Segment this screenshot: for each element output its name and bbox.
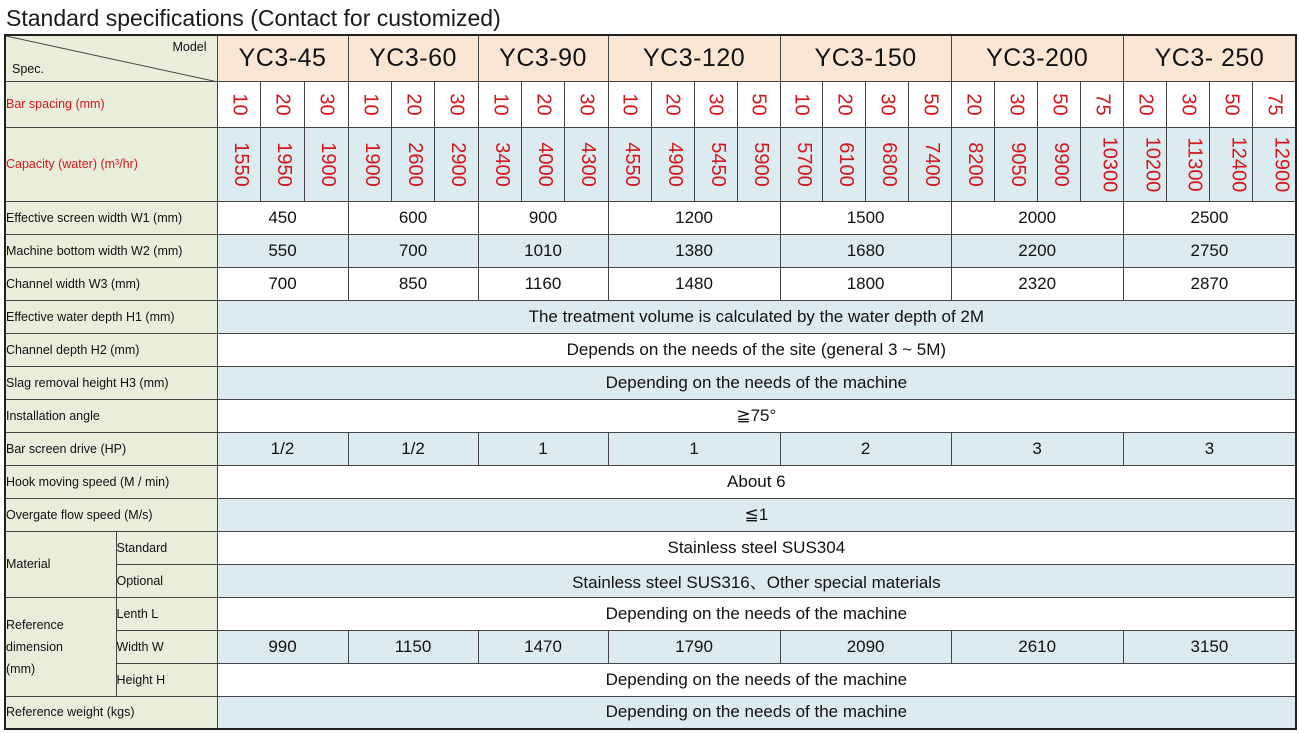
capacity-value: 12900 — [1270, 136, 1293, 192]
row-label: Hook moving speed (M / min) — [5, 465, 217, 498]
bar-spacing-cell — [435, 81, 478, 127]
bar-spacing-value: 30 — [445, 92, 468, 116]
row-label: Reference weight (kgs) — [5, 696, 217, 729]
bar-spacing-value: 75 — [1263, 92, 1286, 116]
capacity-value: 5450 — [706, 141, 729, 187]
material-label: Material — [5, 531, 116, 597]
height-value: Depending on the needs of the machine — [217, 663, 1296, 696]
bar-spacing-cell — [565, 81, 608, 127]
bar-spacing-cell — [1166, 81, 1209, 127]
bar-spacing-value: 10 — [359, 92, 382, 116]
value-cell: Depending on the needs of the machine — [217, 696, 1296, 729]
bar-spacing-cell — [823, 81, 866, 127]
row-label: Channel width W3 (mm) — [5, 267, 217, 300]
bar-spacing-cell — [908, 81, 951, 127]
row-label: Effective water depth H1 (mm) — [5, 300, 217, 333]
bar-spacing-cell — [348, 81, 391, 127]
bar-spacing-cell — [478, 81, 521, 127]
bar-spacing-value: 30 — [705, 92, 728, 116]
bar-spacing-cell — [391, 81, 434, 127]
row-label: Capacity (water) (m³/hr) — [5, 127, 217, 201]
bar-spacing-cell — [521, 81, 564, 127]
capacity-cell — [694, 127, 737, 201]
capacity-cell — [391, 127, 434, 201]
reference-dimension-label — [5, 597, 116, 696]
capacity-value: 10200 — [1140, 136, 1163, 192]
value-cell: ≧75° — [217, 399, 1296, 432]
height-label: Height H — [116, 663, 217, 696]
bar-spacing-value: 50 — [1048, 92, 1071, 116]
capacity-value: 5900 — [749, 141, 772, 187]
model-header: YC3-200 — [951, 35, 1123, 81]
bar-spacing-value: 20 — [833, 92, 856, 116]
header-spec-label: Spec. — [12, 61, 44, 76]
capacity-cell — [908, 127, 951, 201]
capacity-cell — [217, 127, 261, 201]
value-cell: 1500 — [780, 201, 951, 234]
capacity-value: 3400 — [490, 141, 513, 187]
material-standard-value: Stainless steel SUS304 — [217, 531, 1296, 564]
model-header: YC3-150 — [780, 35, 951, 81]
row-label: Bar spacing (mm) — [5, 81, 217, 127]
bar-spacing-value: 20 — [662, 92, 685, 116]
capacity-cell — [951, 127, 994, 201]
bar-spacing-cell — [866, 81, 909, 127]
width-value: 990 — [217, 630, 348, 663]
bar-spacing-value: 20 — [962, 92, 985, 116]
capacity-value: 11300 — [1183, 136, 1206, 192]
capacity-value: 2600 — [403, 141, 426, 187]
model-header: YC3-60 — [348, 35, 478, 81]
row-label: Installation angle — [5, 399, 217, 432]
capacity-value: 6800 — [877, 141, 900, 187]
material-optional-value: Stainless steel SUS316、Other special materials — [217, 564, 1296, 597]
value-cell: 1/2 — [217, 432, 348, 465]
width-value: 1790 — [608, 630, 780, 663]
bar-spacing-cell — [737, 81, 780, 127]
capacity-cell — [866, 127, 909, 201]
value-cell: 2750 — [1123, 234, 1296, 267]
material-optional-label: Optional — [116, 564, 217, 597]
value-cell: 700 — [217, 267, 348, 300]
value-cell: 1800 — [780, 267, 951, 300]
length-label: Lenth L — [116, 597, 217, 630]
capacity-value: 7400 — [920, 141, 943, 187]
capacity-cell — [780, 127, 823, 201]
capacity-value: 1900 — [316, 141, 339, 187]
bar-spacing-value: 30 — [1177, 92, 1200, 116]
header-model-label: Model — [172, 40, 207, 54]
value-cell: 1 — [478, 432, 608, 465]
value-cell: 1/2 — [348, 432, 478, 465]
header-corner-cell — [5, 35, 217, 81]
value-cell: 1010 — [478, 234, 608, 267]
material-standard-label: Standard — [116, 531, 217, 564]
row-label: Channel depth H2 (mm) — [5, 333, 217, 366]
value-cell: 600 — [348, 201, 478, 234]
bar-spacing-cell — [1253, 81, 1296, 127]
bar-spacing-value: 30 — [315, 92, 338, 116]
value-cell: 2200 — [951, 234, 1123, 267]
bar-spacing-value: 20 — [532, 92, 555, 116]
model-header: YC3-45 — [217, 35, 348, 81]
capacity-value: 1950 — [272, 141, 295, 187]
value-cell: 2870 — [1123, 267, 1296, 300]
value-cell: The treatment volume is calculated by the water depth of 2M — [217, 300, 1296, 333]
bar-spacing-cell — [994, 81, 1037, 127]
length-value: Depending on the needs of the machine — [217, 597, 1296, 630]
value-cell: 2320 — [951, 267, 1123, 300]
capacity-value: 5700 — [792, 141, 815, 187]
width-value: 3150 — [1123, 630, 1296, 663]
capacity-value: 1550 — [229, 141, 252, 187]
value-cell: 1160 — [478, 267, 608, 300]
bar-spacing-cell — [261, 81, 305, 127]
capacity-value: 8200 — [963, 141, 986, 187]
capacity-cell — [651, 127, 694, 201]
bar-spacing-value: 30 — [575, 92, 598, 116]
value-cell: 2000 — [951, 201, 1123, 234]
value-cell: 900 — [478, 201, 608, 234]
model-header: YC3- 250 — [1123, 35, 1296, 81]
width-label: Width W — [116, 630, 217, 663]
value-cell: 1680 — [780, 234, 951, 267]
capacity-cell — [608, 127, 651, 201]
bar-spacing-cell — [217, 81, 261, 127]
bar-spacing-cell — [304, 81, 348, 127]
capacity-cell — [1123, 127, 1166, 201]
bar-spacing-value: 50 — [919, 92, 942, 116]
capacity-cell — [1166, 127, 1209, 201]
bar-spacing-value: 10 — [228, 92, 251, 116]
capacity-cell — [1080, 127, 1123, 201]
reference-dimension-label-line: Reference — [6, 617, 64, 632]
spec-table — [4, 34, 1297, 730]
row-label: Slag removal height H3 (mm) — [5, 366, 217, 399]
capacity-value: 4300 — [576, 141, 599, 187]
reference-dimension-label-line: (mm) — [6, 661, 36, 676]
value-cell: 850 — [348, 267, 478, 300]
bar-spacing-value: 20 — [271, 92, 294, 116]
bar-spacing-cell — [951, 81, 994, 127]
row-label: Effective screen width W1 (mm) — [5, 201, 217, 234]
value-cell: 3 — [1123, 432, 1296, 465]
bar-spacing-cell — [1080, 81, 1123, 127]
capacity-cell — [261, 127, 305, 201]
value-cell: ≦1 — [217, 498, 1296, 531]
capacity-value: 9050 — [1006, 141, 1029, 187]
capacity-value: 6100 — [835, 141, 858, 187]
bar-spacing-value: 30 — [876, 92, 899, 116]
value-cell: 700 — [348, 234, 478, 267]
capacity-cell — [737, 127, 780, 201]
value-cell: 3 — [951, 432, 1123, 465]
row-label: Bar screen drive (HP) — [5, 432, 217, 465]
capacity-cell — [304, 127, 348, 201]
value-cell: 2500 — [1123, 201, 1296, 234]
capacity-value: 9900 — [1049, 141, 1072, 187]
capacity-value: 12400 — [1227, 136, 1250, 192]
bar-spacing-cell — [651, 81, 694, 127]
width-value: 1470 — [478, 630, 608, 663]
capacity-cell — [1210, 127, 1253, 201]
capacity-cell — [1037, 127, 1080, 201]
width-value: 1150 — [348, 630, 478, 663]
capacity-value: 10300 — [1097, 136, 1120, 192]
row-label: Overgate flow speed (M/s) — [5, 498, 217, 531]
page-title: Standard specifications (Contact for customized) — [6, 5, 501, 31]
capacity-cell — [994, 127, 1037, 201]
capacity-value: 2900 — [446, 141, 469, 187]
row-label: Machine bottom width W2 (mm) — [5, 234, 217, 267]
capacity-cell — [435, 127, 478, 201]
bar-spacing-value: 20 — [1134, 92, 1157, 116]
bar-spacing-cell — [694, 81, 737, 127]
value-cell: About 6 — [217, 465, 1296, 498]
bar-spacing-value: 10 — [619, 92, 642, 116]
value-cell: Depending on the needs of the machine — [217, 366, 1296, 399]
model-header: YC3-90 — [478, 35, 608, 81]
bar-spacing-value: 10 — [489, 92, 512, 116]
value-cell: 550 — [217, 234, 348, 267]
bar-spacing-cell — [780, 81, 823, 127]
bar-spacing-value: 20 — [402, 92, 425, 116]
reference-dimension-label-line: dimension — [6, 639, 63, 654]
width-value: 2610 — [951, 630, 1123, 663]
bar-spacing-value: 75 — [1091, 92, 1114, 116]
value-cell: 450 — [217, 201, 348, 234]
value-cell: 1200 — [608, 201, 780, 234]
bar-spacing-cell — [1210, 81, 1253, 127]
bar-spacing-value: 30 — [1005, 92, 1028, 116]
capacity-cell — [565, 127, 608, 201]
value-cell: 1480 — [608, 267, 780, 300]
bar-spacing-cell — [608, 81, 651, 127]
capacity-cell — [478, 127, 521, 201]
bar-spacing-value: 10 — [790, 92, 813, 116]
capacity-value: 1900 — [360, 141, 383, 187]
bar-spacing-value: 50 — [1220, 92, 1243, 116]
value-cell: Depends on the needs of the site (general 3 ~ 5M) — [217, 333, 1296, 366]
value-cell: 1380 — [608, 234, 780, 267]
bar-spacing-cell — [1037, 81, 1080, 127]
value-cell: 2 — [780, 432, 951, 465]
capacity-value: 4550 — [620, 141, 643, 187]
capacity-cell — [823, 127, 866, 201]
capacity-cell — [1253, 127, 1296, 201]
model-header: YC3-120 — [608, 35, 780, 81]
bar-spacing-cell — [1123, 81, 1166, 127]
capacity-cell — [348, 127, 391, 201]
capacity-value: 4900 — [663, 141, 686, 187]
bar-spacing-value: 50 — [748, 92, 771, 116]
width-value: 2090 — [780, 630, 951, 663]
capacity-value: 4000 — [533, 141, 556, 187]
value-cell: 1 — [608, 432, 780, 465]
capacity-cell — [521, 127, 564, 201]
